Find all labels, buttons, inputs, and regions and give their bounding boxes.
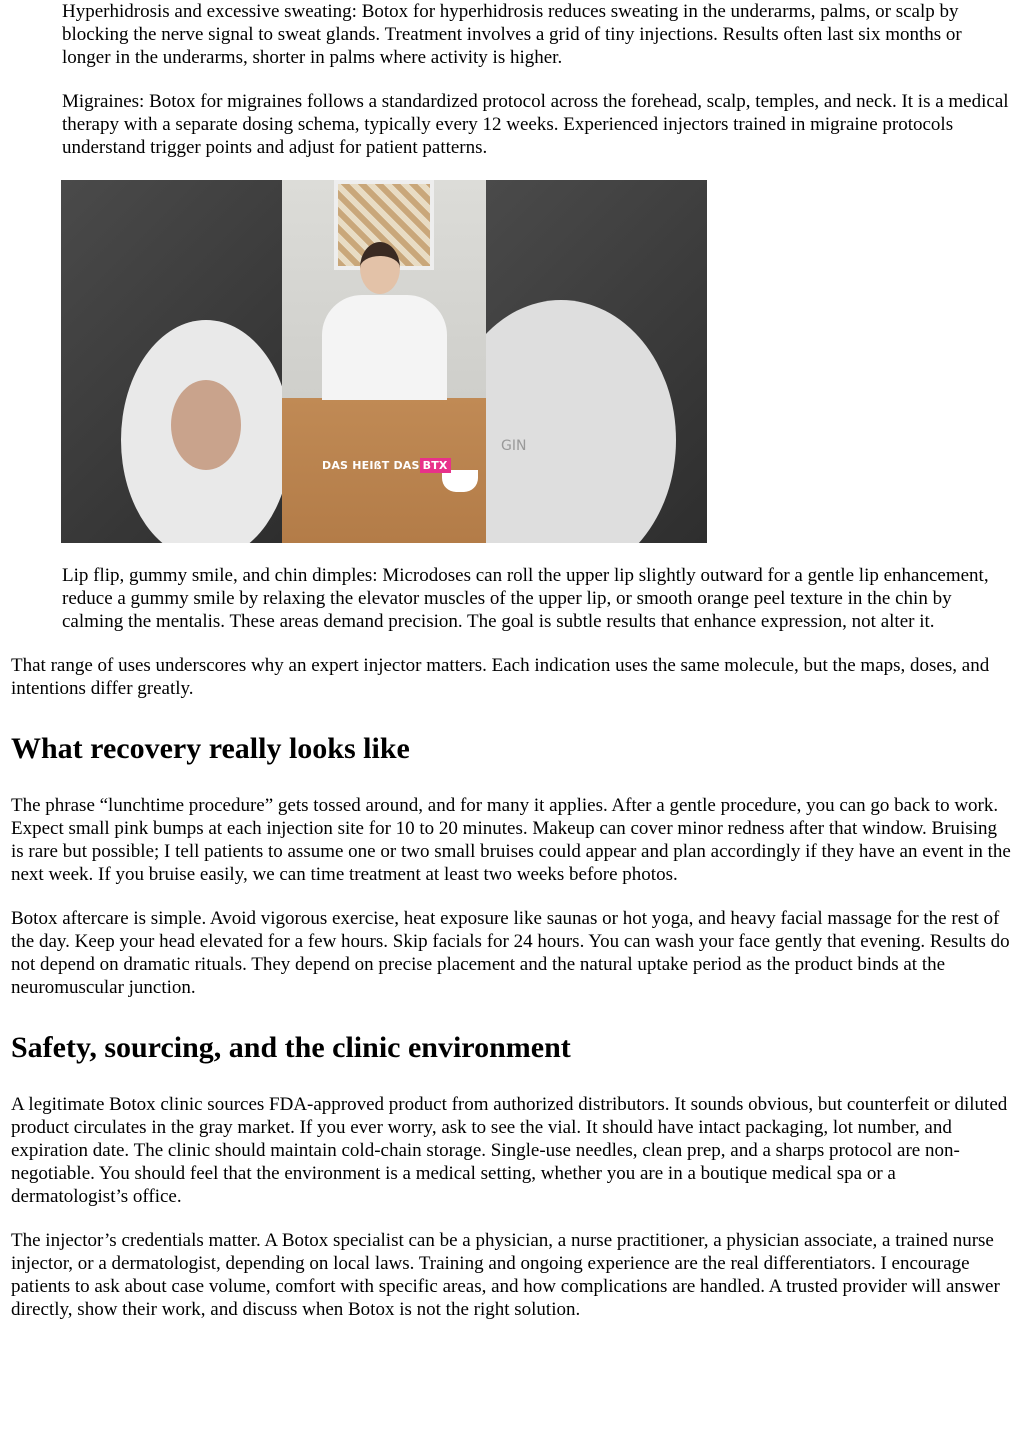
blurred-background-left: [61, 180, 282, 543]
paragraph-safety-2: The injector’s credentials matter. A Botox specialist can be a physician, a nurse practitioner, a physician associate, a trained nurse injector, or a dermatologist, depending on local laws. Training and ongoing experience are the real differentiators. I encourage patients to ask about case volume, comfort with specific areas, and how complications are handled. A trusted provider will answer directly, show their work, and discuss when Botox is not the right solution.: [11, 1230, 1000, 1320]
paragraph-hyperhidrosis: Hyperhidrosis and excessive sweating: Botox for hyperhidrosis reduces sweating in the underarms, palms, or scalp by blocking the nerve signal to sweat glands. Treatment involves a grid of tiny injections. Results often last six months or longer in the underarms, shorter in palms where activity is higher.: [62, 1, 962, 68]
paragraph-recovery-2: Botox aftercare is simple. Avoid vigorous exercise, heat exposure like saunas or hot yoga, and heavy facial massage for the rest of the day. Keep your head elevated for a few hours. Skip facials for 24 hours. You can wash your face gently that evening. Results do not depend on dramatic rituals. They depend on precise placement and the natural uptake period as the product binds at the neuromuscular junction.: [11, 908, 1010, 998]
video-caption: [322, 454, 451, 477]
paragraph-range: That range of uses underscores why an expert injector matters. Each indication uses the same molecule, but the maps, doses, and intentions differ greatly.: [11, 655, 990, 699]
blurred-background-right: [486, 180, 707, 543]
caption-highlight: BTX: [420, 458, 451, 473]
paragraph-migraines: Migraines: Botox for migraines follows a standardized protocol across the forehead, scalp, temples, and neck. It is a medical therapy with a separate dosing schema, typically every 12 weeks. Experienced injectors trained in migraine protocols understand trigger points and adjust for patient patterns.: [62, 91, 1009, 158]
caption-text: DAS HEIßT DAS: [322, 459, 420, 472]
paragraph-lip-flip: Lip flip, gummy smile, and chin dimples: Microdoses can roll the upper lip slightly outward for a gentle lip enhancement, reduce a gummy smile by relaxing the elevator muscles of the upper lip, or smooth orange peel texture in the chin by calming the mentalis. These areas demand precision. The goal is subtle results that enhance expression, not alter it.: [62, 565, 989, 632]
video-thumbnail[interactable]: [61, 180, 707, 543]
paragraph-recovery-1: The phrase “lunchtime procedure” gets tossed around, and for many it applies. After a gentle procedure, you can go back to work. Expect small pink bumps at each injection site for 10 to 20 minutes. Makeup can cover minor redness after that window. Bruising is rare but possible; I tell patients to assume one or two small bruises could appear and plan accordingly if they have an event in the next week. If you bruise easily, we can time treatment at least two weeks before photos.: [11, 795, 1011, 885]
paragraph-safety-1: A legitimate Botox clinic sources FDA-approved product from authorized distributors. It sounds obvious, but counterfeit or diluted product circulates in the gray market. If you ever worry, ask to see the vial. It should have intact packaging, lot number, and expiration date. The clinic should maintain cold-chain storage. Single-use needles, clean prep, and a sharps protocol are non-negotiable. You should feel that the environment is a medical setting, whether you are in a boutique medical spa or a dermatologist’s office.: [11, 1094, 1008, 1207]
heading-recovery: What recovery really looks like: [11, 732, 410, 765]
heading-safety: Safety, sourcing, and the clinic environment: [11, 1031, 571, 1064]
person-head: [360, 242, 400, 294]
logo-text: GIN: [501, 438, 527, 454]
video-frame: [282, 180, 486, 543]
person: [322, 295, 447, 400]
